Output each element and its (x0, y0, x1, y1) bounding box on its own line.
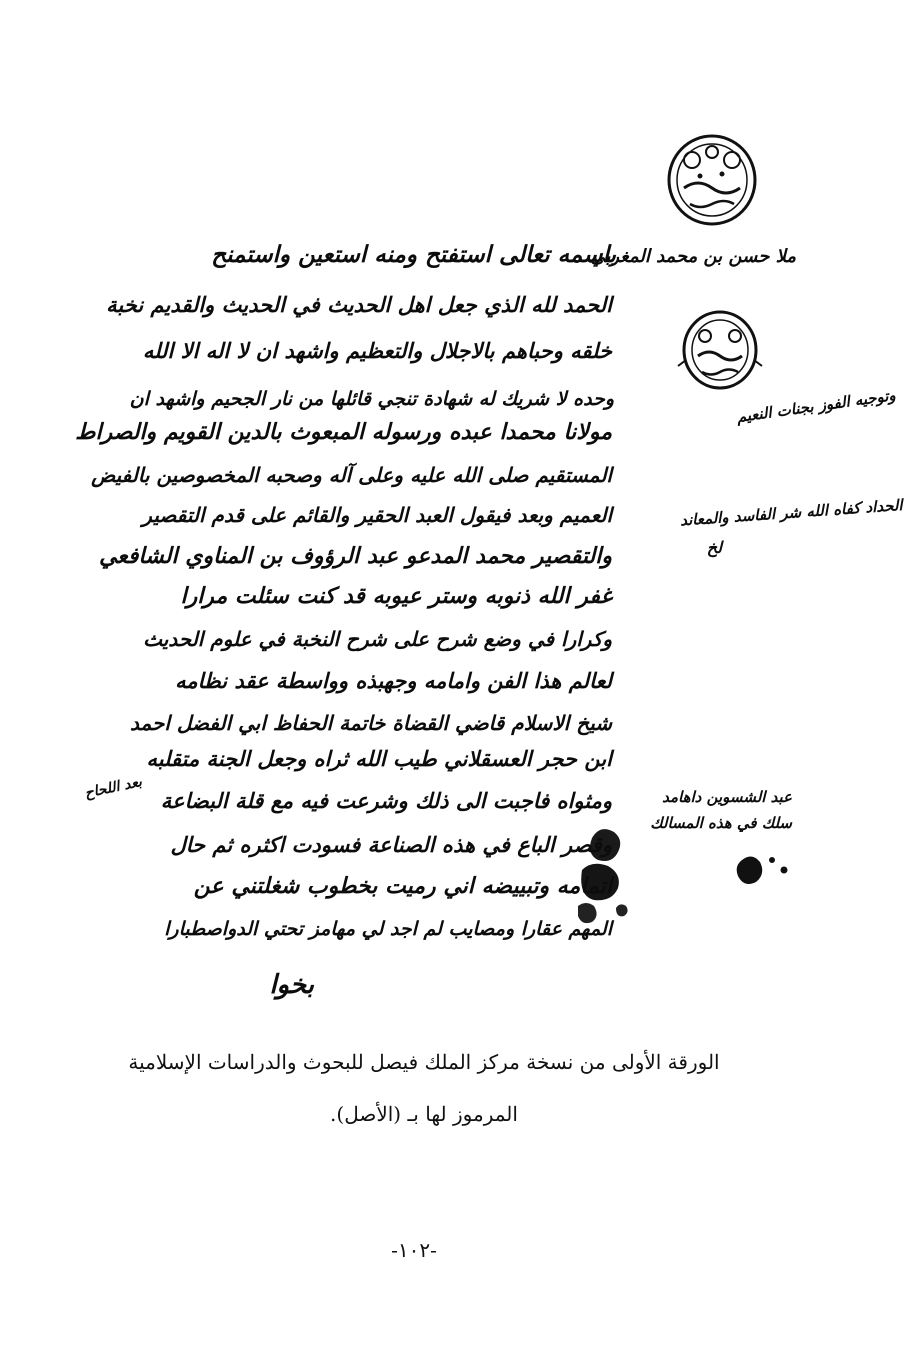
catchword: بخوا (269, 970, 314, 1000)
manuscript-line-13: ابن حجر العسقلاني طيب الله ثراه وجعل الجنة متقلبه (146, 747, 612, 771)
margin-note-owner: ملا حسن بن محمد المغربي (590, 246, 796, 267)
page-number: -١٠٢- (391, 1238, 437, 1262)
margin-note-right-5: سلك في هذه المسالك (650, 814, 792, 832)
figure-caption (60, 1036, 788, 1140)
margin-note-right-4: عبد الشسوين داهامد (662, 788, 792, 806)
manuscript-line-8: والتقصير محمد المدعو عبد الرؤوف بن المناوي الشافعي (98, 544, 612, 569)
margin-note-right-1: وتوجيه الفوز بجنات النعيم (735, 386, 897, 427)
manuscript-line-7: العميم وبعد فيقول العبد الحقير والقائم على قدم التقصير (142, 503, 612, 527)
manuscript-line-4: وحده لا شريك له شهادة تنجي قائلها من نار الجحيم واشهد ان (129, 388, 614, 410)
caption-line-1: الورقة الأولى من نسخة مركز الملك فيصل للبحوث والدراسات الإسلامية (128, 1050, 720, 1074)
manuscript-line-17: المهم عقارا ومصايب لم اجد لي مهامز تحتي الدواصطبارا (164, 918, 612, 940)
seal-stamp-top (669, 136, 755, 224)
manuscript-line-3: خلقه وحباهم بالاجلال والتعظيم واشهد ان لا اله الا الله (142, 339, 612, 363)
manuscript-line-9: غفر الله ذنوبه وستر عيوبه قد كنت سئلت مرارا (180, 584, 612, 609)
manuscript-line-6: المستقيم صلى الله عليه وعلى آله وصحبه المخصوصين بالفيض (91, 463, 612, 487)
manuscript-line-5: مولانا محمدا عبده ورسوله المبعوث بالدين القويم والصراط (75, 420, 612, 445)
manuscript-line-14: ومثواه فاجبت الى ذلك وشرعت فيه مع قلة البضاعة (160, 789, 612, 813)
manuscript-line-16: اتمامه وتبييضه اني رميت بخطوب شغلتني عن (193, 874, 612, 899)
manuscript-line-12: شيخ الاسلام قاضي القضاة خاتمة الحفاظ ابي الفضل احمد (129, 711, 612, 735)
margin-note-right-3: لخ (706, 538, 722, 557)
seal-stamp-middle (678, 312, 762, 388)
manuscript-line-2: الحمد لله الذي جعل اهل الحديث في الحديث والقديم نخبة (106, 293, 612, 317)
caption-line-2: المرموز لها بـ (الأصل). (330, 1102, 518, 1126)
manuscript-line-11: لعالم هذا الفن وامامه وجهبذه وواسطة عقد نظامه (175, 669, 612, 693)
manuscript-line-10: وكرارا في وضع شرح على شرح النخبة في علوم الحديث (143, 627, 612, 651)
manuscript-line-1: باسمه تعالى استفتح ومنه استعين واستمنح (211, 242, 616, 268)
margin-note-right-2: الحداد كفاه الله شر الفاسد والمعاند (679, 496, 904, 530)
margin-note-left: بعد اللحاح (83, 774, 144, 802)
manuscript-line-15: وقصر الباع في هذه الصناعة فسودت اكثره ثم حال (170, 833, 612, 857)
